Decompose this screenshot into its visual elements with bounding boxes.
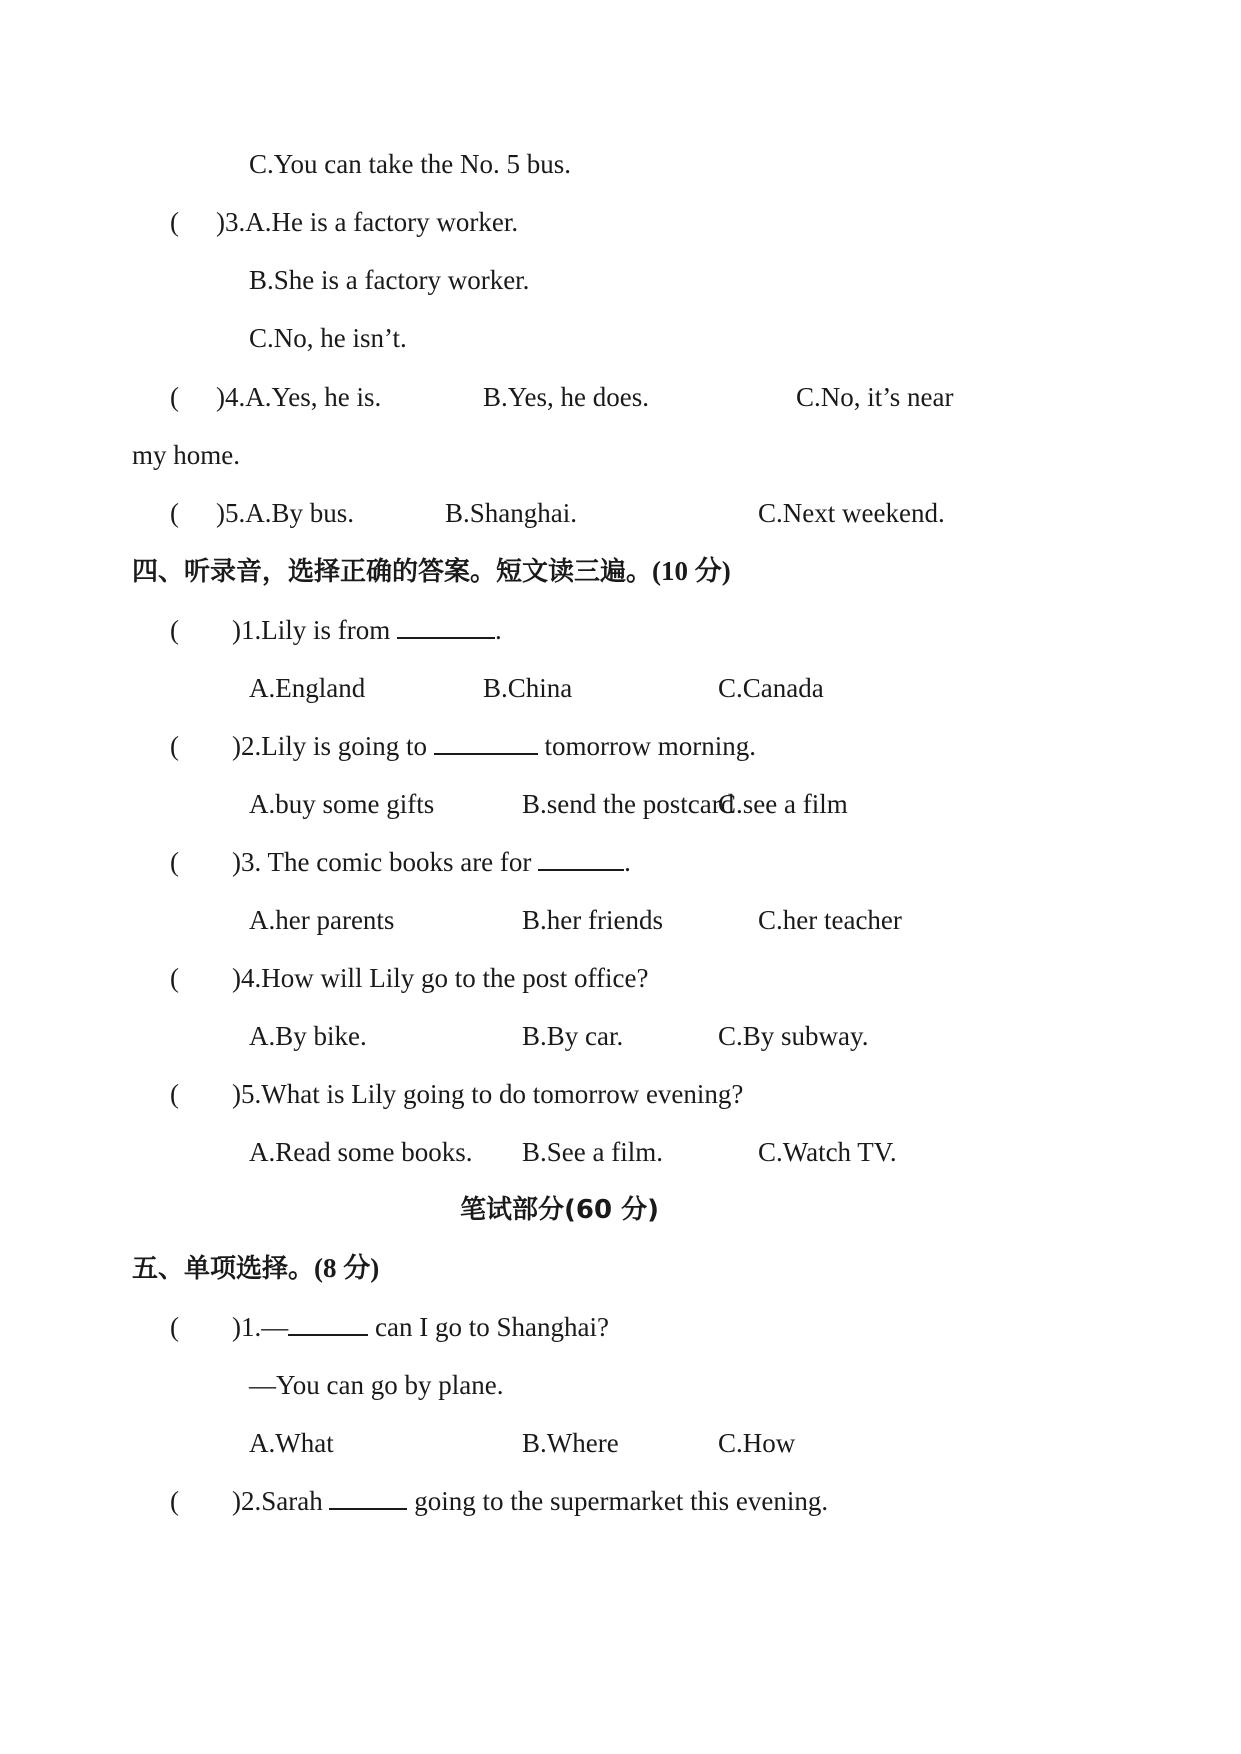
p4-q2-option-a: A.buy some gifts: [249, 789, 435, 819]
p4-q3-stem-after: .: [624, 847, 631, 877]
p4-q1-stem-before: )1.Lily is from: [232, 615, 391, 645]
fill-blank[interactable]: [288, 1312, 368, 1336]
p3-q5-option-b: B.Shanghai.: [445, 498, 577, 528]
p4-q4-option-c: C.By subway.: [718, 1021, 869, 1051]
section-four-points: (10 分): [652, 556, 731, 586]
p4-q1-stem: [232, 613, 502, 647]
p4-q3-option-c: C.her teacher: [758, 905, 902, 935]
p4-q2-stem: [232, 729, 756, 763]
fill-blank[interactable]: [397, 615, 495, 639]
p5-q1-stem-before: )1.—: [232, 1312, 289, 1342]
p3-q5-option-a: )5.A.By bus.: [216, 498, 355, 528]
p3-q5-option-c: C.Next weekend.: [758, 498, 945, 528]
section-four-title: 四、听录音，选择正确的答案。短文读三遍。: [132, 557, 653, 587]
p3-q4-option-c-cont: my home.: [132, 440, 240, 470]
p4-q4-option-b: B.By car.: [522, 1021, 624, 1051]
answer-paren[interactable]: (: [170, 731, 179, 761]
answer-paren[interactable]: (: [170, 615, 179, 645]
p4-q3-option-a: A.her parents: [249, 905, 395, 935]
answer-paren[interactable]: (: [170, 1079, 179, 1109]
section-five-points: (8 分): [314, 1253, 380, 1283]
p4-q1-option-a: A.England: [249, 673, 366, 703]
p4-q2-option-c: C.see a film: [718, 789, 848, 819]
answer-paren[interactable]: (: [170, 963, 179, 993]
p4-q5-option-c: C.Watch TV.: [758, 1137, 897, 1167]
p5-q1-option-a: A.What: [249, 1428, 334, 1458]
p4-q5-option-a: A.Read some books.: [249, 1137, 473, 1167]
p4-q1-option-b: B.China: [483, 673, 573, 703]
p4-q1-stem-after: .: [494, 615, 502, 645]
p5-q2-stem-before: )2.Sarah: [232, 1486, 323, 1516]
p3-q3-option-b: B.She is a factory worker.: [249, 265, 530, 295]
p4-q2-option-b: B.send the postcard: [522, 789, 735, 819]
p5-q2-stem: [232, 1484, 828, 1518]
p4-q2-stem-before: )2.Lily is going to: [232, 731, 427, 761]
p3-q2-option-c: C.You can take the No. 5 bus.: [249, 149, 571, 179]
section-four-heading: [132, 554, 731, 589]
p5-q1-stem-after: can I go to Shanghai?: [375, 1312, 609, 1342]
answer-paren[interactable]: (: [170, 1312, 179, 1342]
p4-q4-stem: )4.How will Lily go to the post office?: [232, 963, 649, 993]
answer-paren[interactable]: (: [170, 498, 179, 528]
answer-paren[interactable]: (: [170, 847, 179, 877]
section-five-heading: [132, 1251, 379, 1286]
answer-paren[interactable]: (: [170, 382, 179, 412]
p4-q5-option-b: B.See a film.: [522, 1137, 663, 1167]
p3-q3-stem: )3.A.He is a factory worker.: [216, 207, 519, 237]
p3-q4-option-a: )4.A.Yes, he is.: [216, 382, 382, 412]
p3-q4-option-b: B.Yes, he does.: [483, 382, 650, 412]
answer-paren[interactable]: (: [170, 207, 179, 237]
p4-q4-option-a: A.By bike.: [249, 1021, 367, 1051]
p5-q1-stem: [232, 1310, 609, 1344]
p5-q1-option-c: C.How: [718, 1428, 796, 1458]
p4-q5-stem: )5.What is Lily going to do tomorrow evening?: [232, 1079, 744, 1109]
fill-blank[interactable]: [329, 1486, 407, 1510]
written-part-title: 笔试部分(60 分): [460, 1195, 659, 1225]
p5-q1-answer: —You can go by plane.: [249, 1370, 504, 1400]
p5-q1-option-b: B.Where: [522, 1428, 619, 1458]
p4-q3-stem-before: )3. The comic books are for: [232, 847, 532, 877]
p3-q3-option-c: C.No, he isn’t.: [249, 323, 407, 353]
p4-q3-option-b: B.her friends: [522, 905, 663, 935]
answer-paren[interactable]: (: [170, 1486, 179, 1516]
fill-blank[interactable]: [538, 847, 624, 871]
p5-q2-stem-after: going to the supermarket this evening.: [414, 1486, 829, 1516]
p4-q1-option-c: C.Canada: [718, 673, 824, 703]
p4-q3-stem: [232, 845, 631, 879]
section-five-title: 五、单项选择。: [132, 1254, 315, 1284]
p3-q4-option-c: C.No, it’s near: [796, 382, 954, 412]
fill-blank[interactable]: [434, 731, 538, 755]
p4-q2-stem-after: tomorrow morning.: [544, 731, 756, 761]
